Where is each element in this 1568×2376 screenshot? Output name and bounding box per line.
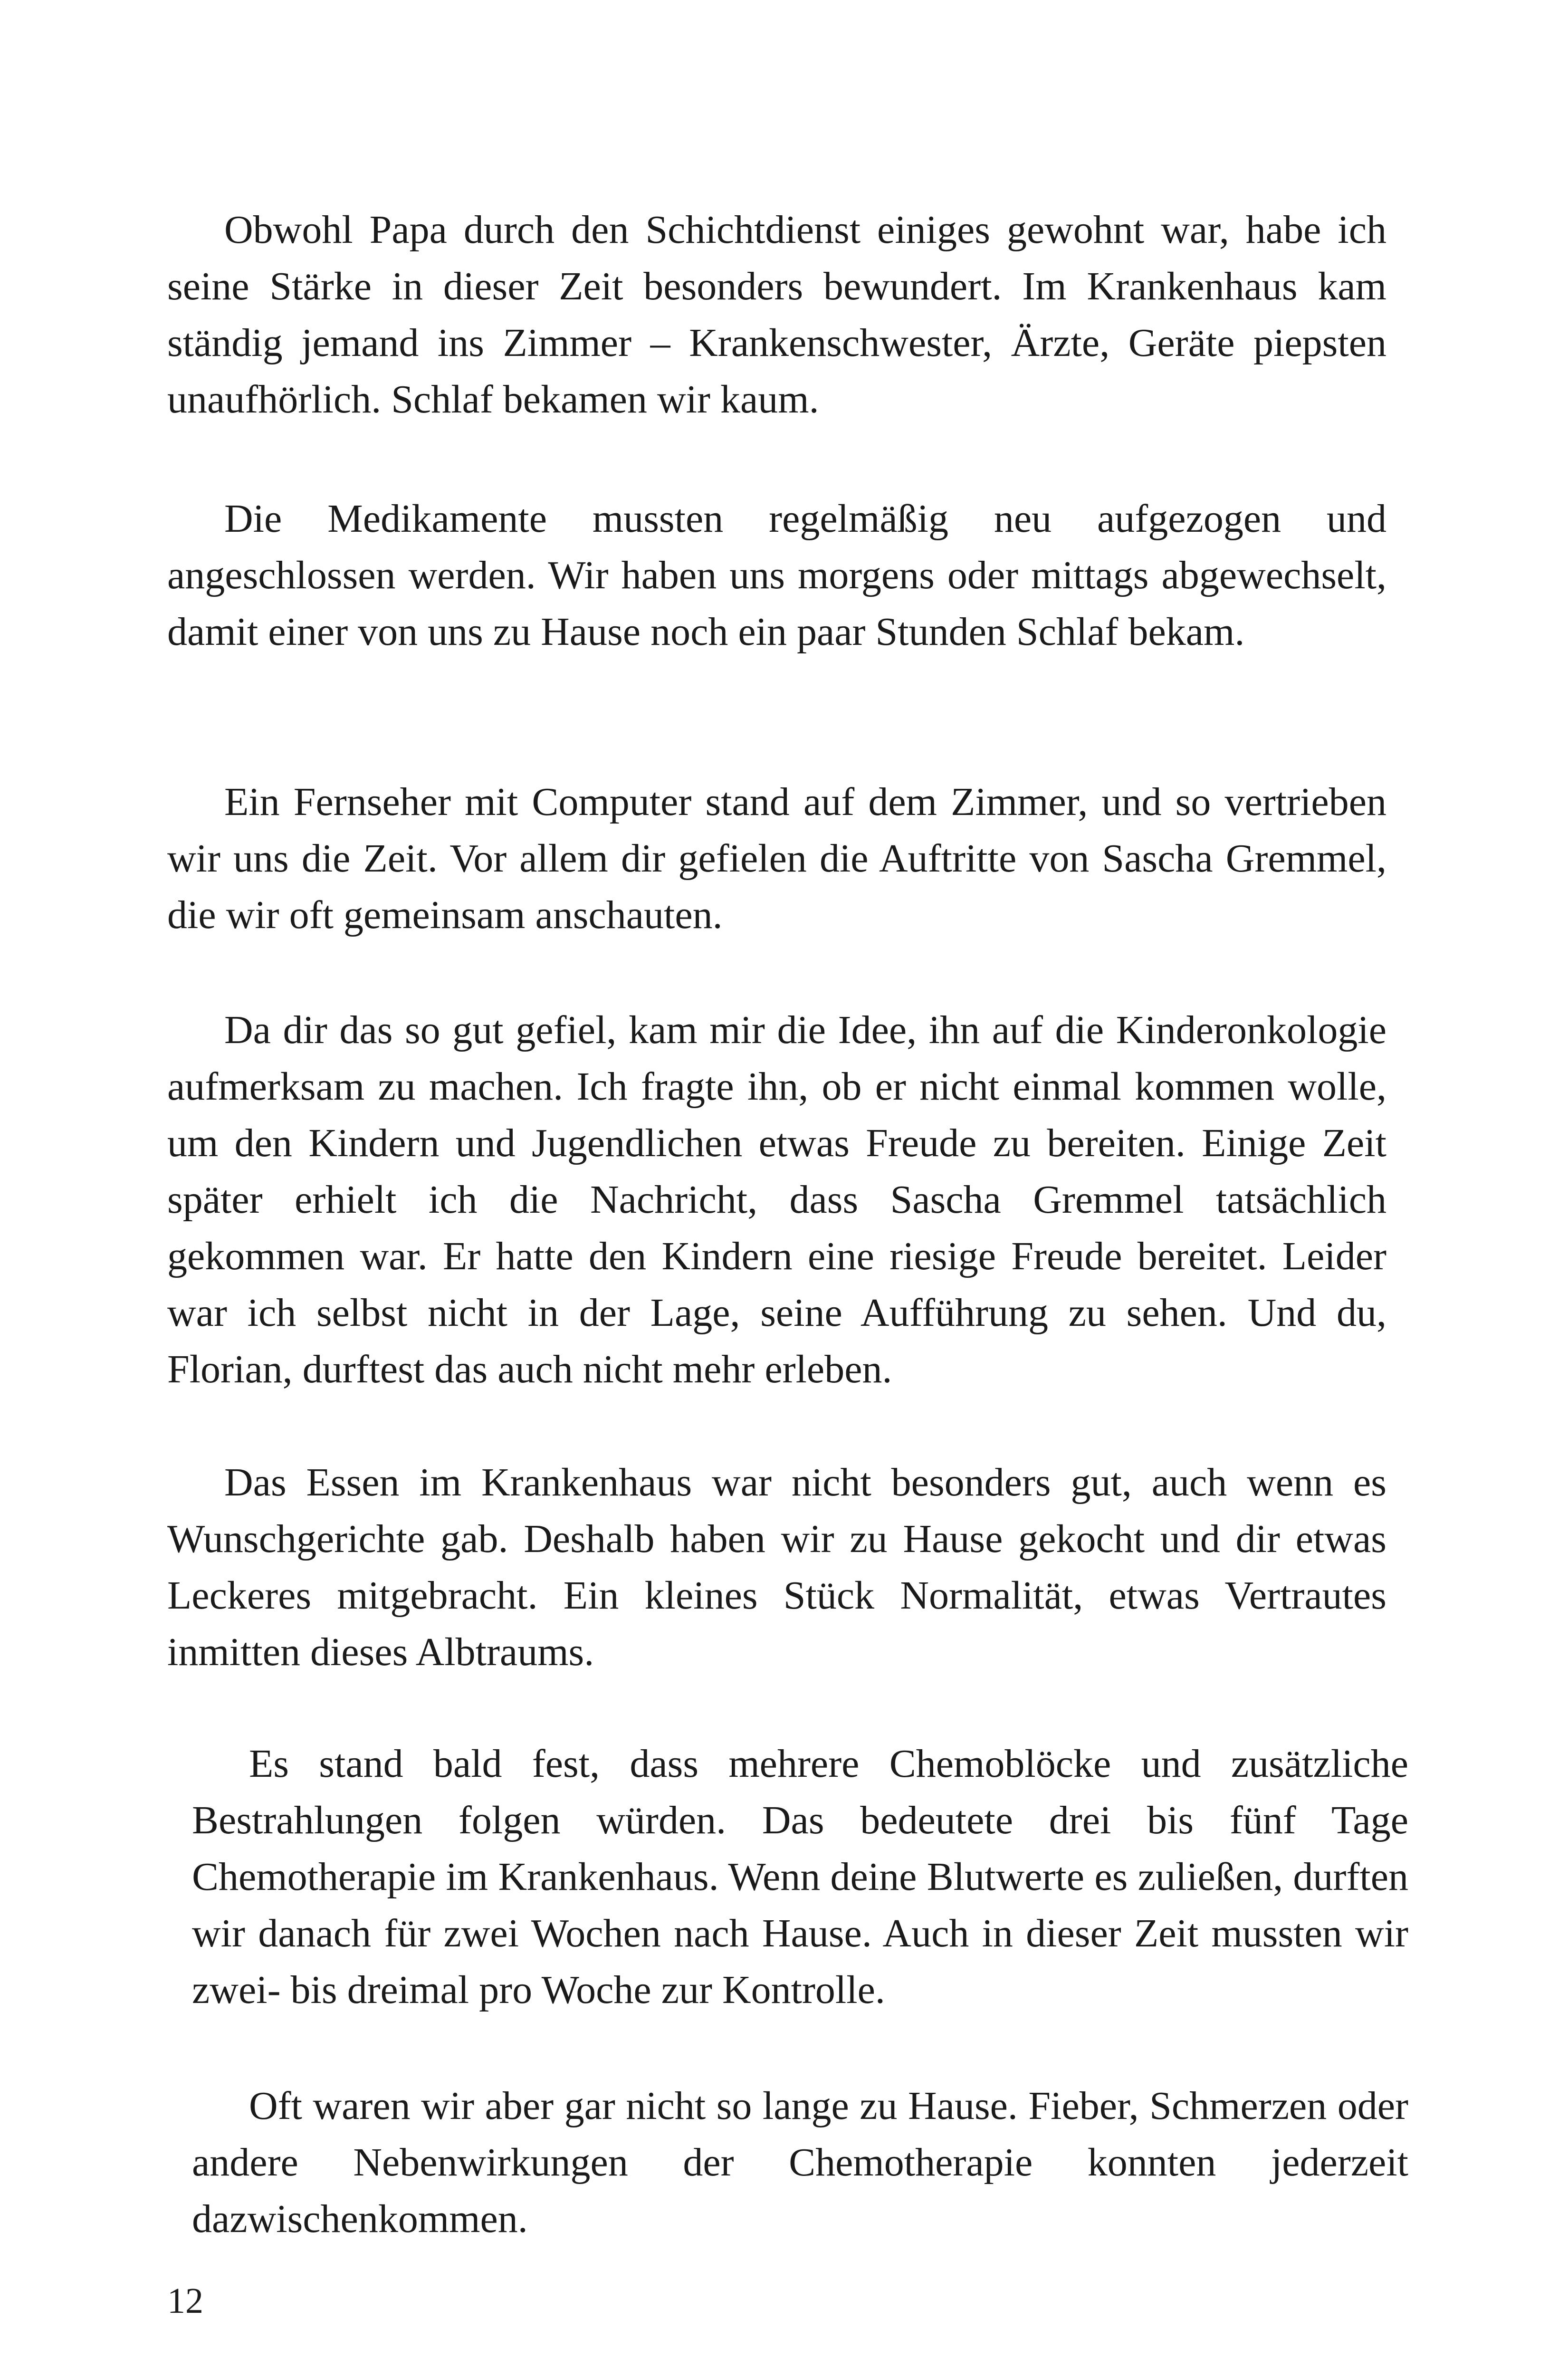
paragraph-medication: Die Medikamente mussten regelmäßig neu aufgezogen und angeschlossen werden. Wir haben uns morgens oder mittags abgewechselt, damit einer von uns zu Hause noch ein paar Stunden Schlaf bekam. [167, 497, 1386, 654]
page-number: 12 [167, 2281, 203, 2321]
paragraph-food: Das Essen im Krankenhaus war nicht besonders gut, auch wenn es Wunschgerichte gab. Deshalb haben wir zu Hause gekocht und dir etwas Leckeres mitgebracht. Ein kleines Stück Normalität, etwas Vertrautes inmitten dieses Albtraums. [167, 1460, 1386, 1674]
paragraph-papa-strength: Obwohl Papa durch den Schichtdienst einiges gewohnt war, habe ich seine Stärke in dieser Zeit besonders bewundert. Im Krankenhaus kam ständig jemand ins Zimmer – Krankenschwester, Ärzte, Geräte piepsten unaufhörlich. Schlaf bekamen wir kaum. [167, 208, 1386, 422]
paragraph-television: Ein Fernseher mit Computer stand auf dem Zimmer, und so vertrieben wir uns die Zeit. Vor allem dir gefielen die Auftritte von Sascha Gremmel, die wir oft gemeinsam anschauten. [167, 780, 1386, 937]
paragraph-side-effects: Oft waren wir aber gar nicht so lange zu Hause. Fieber, Schmerzen oder andere Nebenwirkungen der Chemotherapie konnten jederzeit dazwischenkommen. [192, 2084, 1408, 2241]
paragraph-chemo-blocks: Es stand bald fest, dass mehrere Chemoblöcke und zusätzliche Bestrahlungen folgen würden. Das bedeutete drei bis fünf Tage Chemotherapie im Krankenhaus. Wenn deine Blutwerte es zuließen, durften wir danach für zwei Wochen nach Hause. Auch in dieser Zeit mussten wir zwei- bis dreimal pro Woche zur Kontrolle. [192, 1742, 1408, 2012]
paragraph-sascha-gremmel: Da dir das so gut gefiel, kam mir die Idee, ihn auf die Kinderonkologie aufmerksam zu machen. Ich fragte ihn, ob er nicht einmal kommen wolle, um den Kindern und Jugendlichen etwas Freude zu bereiten. Einige Zeit später erhielt ich die Nachricht, dass Sascha Gremmel tatsächlich gekommen war. Er hatte den Kindern eine riesige Freude bereitet. Leider war ich selbst nicht in der Lage, seine Aufführung zu sehen. Und du, Florian, durftest das auch nicht mehr erleben. [167, 1008, 1386, 1391]
